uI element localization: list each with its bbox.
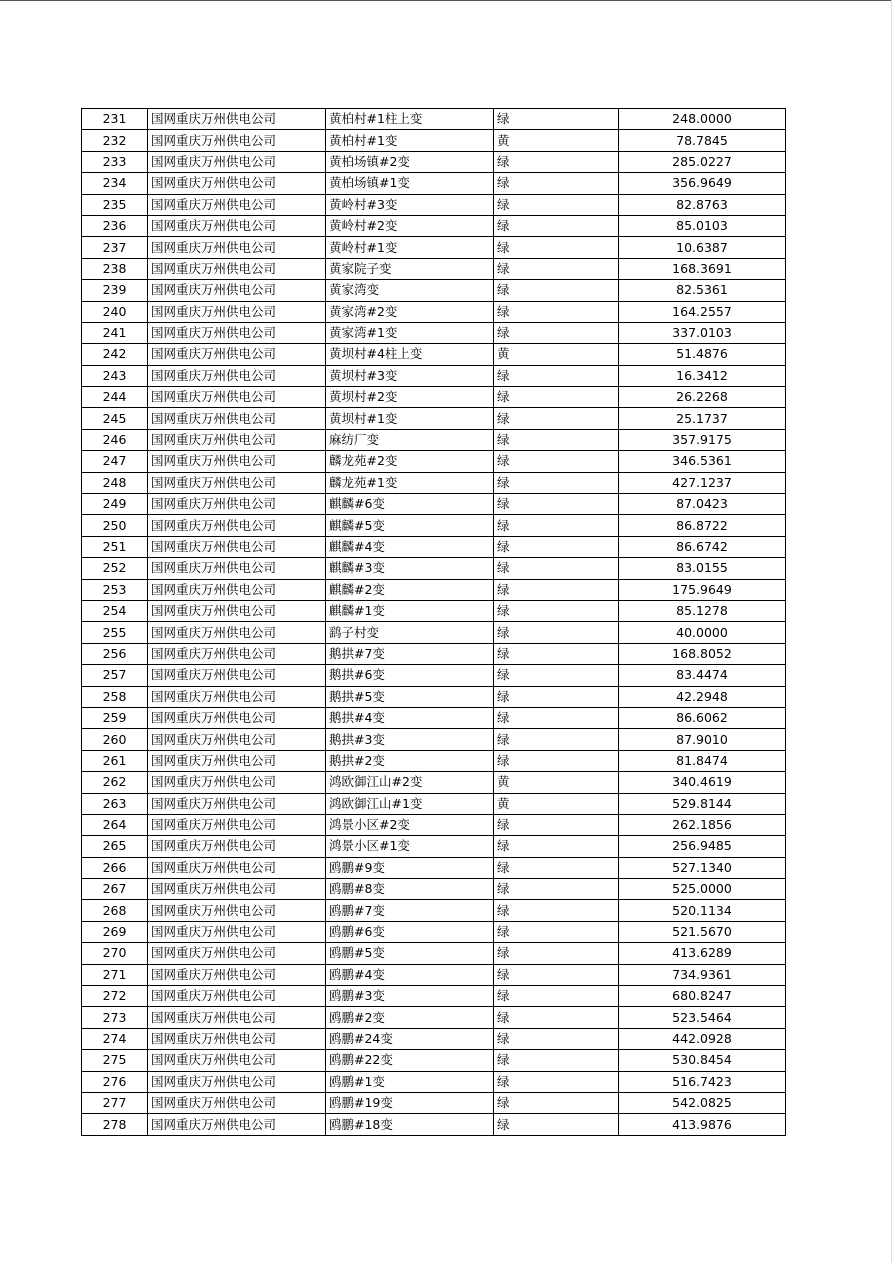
- company-name-cell: 国网重庆万州供电公司: [148, 600, 326, 621]
- transformer-name-cell: 黄柏场镇#1变: [326, 173, 494, 194]
- company-name-cell: 国网重庆万州供电公司: [148, 130, 326, 151]
- transformer-name-cell: 鸿景小区#1变: [326, 836, 494, 857]
- status-color-cell: 绿: [494, 857, 619, 878]
- load-value-cell: 520.1134: [619, 900, 786, 921]
- table-row: [82, 130, 786, 151]
- table-row: [82, 879, 786, 900]
- status-color-cell: 绿: [494, 194, 619, 215]
- table-row: [82, 237, 786, 258]
- load-value-cell: 82.8763: [619, 194, 786, 215]
- row-number-cell: 245: [82, 408, 148, 429]
- table-row: [82, 814, 786, 835]
- transformer-name-cell: 黄岭村#1变: [326, 237, 494, 258]
- company-name-cell: 国网重庆万州供电公司: [148, 900, 326, 921]
- company-name-cell: 国网重庆万州供电公司: [148, 1007, 326, 1028]
- status-color-cell: 绿: [494, 515, 619, 536]
- company-name-cell: 国网重庆万州供电公司: [148, 408, 326, 429]
- company-name-cell: 国网重庆万州供电公司: [148, 173, 326, 194]
- table-row: [82, 686, 786, 707]
- row-number-cell: 249: [82, 494, 148, 515]
- table-row: [82, 322, 786, 343]
- page-top-border: [0, 0, 892, 1]
- transformer-name-cell: 鹞子村变: [326, 622, 494, 643]
- row-number-cell: 274: [82, 1028, 148, 1049]
- row-number-cell: 251: [82, 536, 148, 557]
- status-color-cell: 绿: [494, 986, 619, 1007]
- row-number-cell: 258: [82, 686, 148, 707]
- table-row: [82, 387, 786, 408]
- load-value-cell: 442.0928: [619, 1028, 786, 1049]
- transformer-name-cell: 鸿欧御江山#2变: [326, 772, 494, 793]
- status-color-cell: 绿: [494, 558, 619, 579]
- transformer-status-table: [81, 108, 786, 1136]
- status-color-cell: 黄: [494, 772, 619, 793]
- company-name-cell: 国网重庆万州供电公司: [148, 772, 326, 793]
- status-color-cell: 绿: [494, 1050, 619, 1071]
- row-number-cell: 237: [82, 237, 148, 258]
- row-number-cell: 257: [82, 665, 148, 686]
- load-value-cell: 40.0000: [619, 622, 786, 643]
- transformer-name-cell: 鸥鹏#22变: [326, 1050, 494, 1071]
- load-value-cell: 83.0155: [619, 558, 786, 579]
- status-color-cell: 绿: [494, 921, 619, 942]
- table-row: [82, 857, 786, 878]
- table-row: [82, 729, 786, 750]
- load-value-cell: 346.5361: [619, 451, 786, 472]
- table-row: [82, 173, 786, 194]
- status-color-cell: 绿: [494, 943, 619, 964]
- company-name-cell: 国网重庆万州供电公司: [148, 707, 326, 728]
- table-row: [82, 643, 786, 664]
- transformer-name-cell: 麟龙苑#1变: [326, 472, 494, 493]
- company-name-cell: 国网重庆万州供电公司: [148, 1092, 326, 1113]
- load-value-cell: 51.4876: [619, 344, 786, 365]
- row-number-cell: 239: [82, 280, 148, 301]
- table-row: [82, 451, 786, 472]
- company-name-cell: 国网重庆万州供电公司: [148, 836, 326, 857]
- load-value-cell: 168.8052: [619, 643, 786, 664]
- table-row: [82, 921, 786, 942]
- status-color-cell: 绿: [494, 686, 619, 707]
- status-color-cell: 绿: [494, 836, 619, 857]
- transformer-name-cell: 鹅拱#4变: [326, 707, 494, 728]
- status-color-cell: 绿: [494, 1114, 619, 1135]
- status-color-cell: 绿: [494, 964, 619, 985]
- status-color-cell: 绿: [494, 280, 619, 301]
- table-row: [82, 600, 786, 621]
- status-color-cell: 黄: [494, 793, 619, 814]
- company-name-cell: 国网重庆万州供电公司: [148, 921, 326, 942]
- load-value-cell: 357.9175: [619, 429, 786, 450]
- table-row: [82, 494, 786, 515]
- load-value-cell: 527.1340: [619, 857, 786, 878]
- company-name-cell: 国网重庆万州供电公司: [148, 387, 326, 408]
- table-row: [82, 301, 786, 322]
- table-row: [82, 1092, 786, 1113]
- company-name-cell: 国网重庆万州供电公司: [148, 322, 326, 343]
- company-name-cell: 国网重庆万州供电公司: [148, 1071, 326, 1092]
- status-color-cell: 绿: [494, 1071, 619, 1092]
- load-value-cell: 10.6387: [619, 237, 786, 258]
- table-row: [82, 772, 786, 793]
- load-value-cell: 42.2948: [619, 686, 786, 707]
- transformer-name-cell: 黄坝村#1变: [326, 408, 494, 429]
- row-number-cell: 241: [82, 322, 148, 343]
- table-row: [82, 408, 786, 429]
- transformer-name-cell: 鸥鹏#6变: [326, 921, 494, 942]
- company-name-cell: 国网重庆万州供电公司: [148, 750, 326, 771]
- load-value-cell: 413.6289: [619, 943, 786, 964]
- status-color-cell: 绿: [494, 322, 619, 343]
- row-number-cell: 244: [82, 387, 148, 408]
- company-name-cell: 国网重庆万州供电公司: [148, 237, 326, 258]
- row-number-cell: 261: [82, 750, 148, 771]
- load-value-cell: 427.1237: [619, 472, 786, 493]
- company-name-cell: 国网重庆万州供电公司: [148, 964, 326, 985]
- transformer-name-cell: 鹅拱#3变: [326, 729, 494, 750]
- load-value-cell: 175.9649: [619, 579, 786, 600]
- table-row: [82, 344, 786, 365]
- status-color-cell: 绿: [494, 151, 619, 172]
- status-color-cell: 绿: [494, 301, 619, 322]
- company-name-cell: 国网重庆万州供电公司: [148, 258, 326, 279]
- transformer-name-cell: 鸥鹏#2变: [326, 1007, 494, 1028]
- status-color-cell: 绿: [494, 1007, 619, 1028]
- load-value-cell: 16.3412: [619, 365, 786, 386]
- row-number-cell: 259: [82, 707, 148, 728]
- row-number-cell: 231: [82, 109, 148, 130]
- company-name-cell: 国网重庆万州供电公司: [148, 494, 326, 515]
- table-row: [82, 215, 786, 236]
- transformer-name-cell: 麒麟#5变: [326, 515, 494, 536]
- company-name-cell: 国网重庆万州供电公司: [148, 1114, 326, 1135]
- table-row: [82, 258, 786, 279]
- transformer-name-cell: 鸿景小区#2变: [326, 814, 494, 835]
- row-number-cell: 265: [82, 836, 148, 857]
- status-color-cell: 绿: [494, 1092, 619, 1113]
- transformer-name-cell: 黄家湾#2变: [326, 301, 494, 322]
- company-name-cell: 国网重庆万州供电公司: [148, 472, 326, 493]
- transformer-name-cell: 鸥鹏#5变: [326, 943, 494, 964]
- row-number-cell: 254: [82, 600, 148, 621]
- row-number-cell: 255: [82, 622, 148, 643]
- transformer-name-cell: 黄坝村#4柱上变: [326, 344, 494, 365]
- status-color-cell: 绿: [494, 365, 619, 386]
- row-number-cell: 240: [82, 301, 148, 322]
- load-value-cell: 78.7845: [619, 130, 786, 151]
- status-color-cell: 绿: [494, 472, 619, 493]
- table-row: [82, 194, 786, 215]
- row-number-cell: 272: [82, 986, 148, 1007]
- load-value-cell: 525.0000: [619, 879, 786, 900]
- table-row: [82, 515, 786, 536]
- row-number-cell: 278: [82, 1114, 148, 1135]
- company-name-cell: 国网重庆万州供电公司: [148, 579, 326, 600]
- company-name-cell: 国网重庆万州供电公司: [148, 451, 326, 472]
- table-row: [82, 429, 786, 450]
- load-value-cell: 262.1856: [619, 814, 786, 835]
- company-name-cell: 国网重庆万州供电公司: [148, 986, 326, 1007]
- table-row: [82, 1050, 786, 1071]
- load-value-cell: 85.0103: [619, 215, 786, 236]
- load-value-cell: 81.8474: [619, 750, 786, 771]
- status-color-cell: 绿: [494, 536, 619, 557]
- company-name-cell: 国网重庆万州供电公司: [148, 857, 326, 878]
- load-value-cell: 86.6742: [619, 536, 786, 557]
- row-number-cell: 235: [82, 194, 148, 215]
- table-row: [82, 1114, 786, 1135]
- load-value-cell: 168.3691: [619, 258, 786, 279]
- table-row: [82, 986, 786, 1007]
- row-number-cell: 260: [82, 729, 148, 750]
- company-name-cell: 国网重庆万州供电公司: [148, 365, 326, 386]
- table-row: [82, 900, 786, 921]
- row-number-cell: 256: [82, 643, 148, 664]
- row-number-cell: 267: [82, 879, 148, 900]
- transformer-name-cell: 麒麟#2变: [326, 579, 494, 600]
- status-color-cell: 绿: [494, 707, 619, 728]
- company-name-cell: 国网重庆万州供电公司: [148, 536, 326, 557]
- status-color-cell: 绿: [494, 173, 619, 194]
- table-row: [82, 707, 786, 728]
- status-color-cell: 绿: [494, 451, 619, 472]
- table-row: [82, 665, 786, 686]
- transformer-name-cell: 鸥鹏#24变: [326, 1028, 494, 1049]
- company-name-cell: 国网重庆万州供电公司: [148, 344, 326, 365]
- row-number-cell: 263: [82, 793, 148, 814]
- company-name-cell: 国网重庆万州供电公司: [148, 215, 326, 236]
- company-name-cell: 国网重庆万州供电公司: [148, 194, 326, 215]
- transformer-name-cell: 黄岭村#2变: [326, 215, 494, 236]
- transformer-name-cell: 鸥鹏#3变: [326, 986, 494, 1007]
- table-row: [82, 579, 786, 600]
- table-row: [82, 109, 786, 130]
- transformer-name-cell: 鸥鹏#8变: [326, 879, 494, 900]
- row-number-cell: 236: [82, 215, 148, 236]
- company-name-cell: 国网重庆万州供电公司: [148, 729, 326, 750]
- status-color-cell: 绿: [494, 387, 619, 408]
- load-value-cell: 285.0227: [619, 151, 786, 172]
- transformer-name-cell: 黄柏村#1变: [326, 130, 494, 151]
- row-number-cell: 264: [82, 814, 148, 835]
- table-row: [82, 558, 786, 579]
- table-row: [82, 943, 786, 964]
- transformer-name-cell: 麒麟#6变: [326, 494, 494, 515]
- load-value-cell: 83.4474: [619, 665, 786, 686]
- load-value-cell: 542.0825: [619, 1092, 786, 1113]
- company-name-cell: 国网重庆万州供电公司: [148, 558, 326, 579]
- transformer-name-cell: 黄坝村#3变: [326, 365, 494, 386]
- row-number-cell: 250: [82, 515, 148, 536]
- transformer-name-cell: 麒麟#3变: [326, 558, 494, 579]
- load-value-cell: 164.2557: [619, 301, 786, 322]
- table-row: [82, 836, 786, 857]
- load-value-cell: 87.0423: [619, 494, 786, 515]
- load-value-cell: 521.5670: [619, 921, 786, 942]
- transformer-name-cell: 鹅拱#2变: [326, 750, 494, 771]
- row-number-cell: 234: [82, 173, 148, 194]
- row-number-cell: 266: [82, 857, 148, 878]
- status-color-cell: 绿: [494, 237, 619, 258]
- table-row: [82, 280, 786, 301]
- row-number-cell: 268: [82, 900, 148, 921]
- status-color-cell: 绿: [494, 814, 619, 835]
- row-number-cell: 243: [82, 365, 148, 386]
- transformer-name-cell: 鸥鹏#7变: [326, 900, 494, 921]
- row-number-cell: 248: [82, 472, 148, 493]
- load-value-cell: 523.5464: [619, 1007, 786, 1028]
- transformer-name-cell: 黄柏场镇#2变: [326, 151, 494, 172]
- row-number-cell: 269: [82, 921, 148, 942]
- row-number-cell: 271: [82, 964, 148, 985]
- company-name-cell: 国网重庆万州供电公司: [148, 879, 326, 900]
- load-value-cell: 413.9876: [619, 1114, 786, 1135]
- company-name-cell: 国网重庆万州供电公司: [148, 109, 326, 130]
- row-number-cell: 276: [82, 1071, 148, 1092]
- transformer-name-cell: 麻纺厂变: [326, 429, 494, 450]
- company-name-cell: 国网重庆万州供电公司: [148, 301, 326, 322]
- company-name-cell: 国网重庆万州供电公司: [148, 151, 326, 172]
- status-color-cell: 绿: [494, 109, 619, 130]
- row-number-cell: 252: [82, 558, 148, 579]
- status-color-cell: 绿: [494, 494, 619, 515]
- table-row: [82, 536, 786, 557]
- table-row: [82, 472, 786, 493]
- company-name-cell: 国网重庆万州供电公司: [148, 643, 326, 664]
- status-color-cell: 绿: [494, 729, 619, 750]
- transformer-name-cell: 鹅拱#5变: [326, 686, 494, 707]
- transformer-name-cell: 鸿欧御江山#1变: [326, 793, 494, 814]
- transformer-name-cell: 麟龙苑#2变: [326, 451, 494, 472]
- transformer-name-cell: 鸥鹏#9变: [326, 857, 494, 878]
- transformer-name-cell: 黄坝村#2变: [326, 387, 494, 408]
- row-number-cell: 247: [82, 451, 148, 472]
- row-number-cell: 270: [82, 943, 148, 964]
- status-color-cell: 绿: [494, 665, 619, 686]
- transformer-name-cell: 鸥鹏#18变: [326, 1114, 494, 1135]
- load-value-cell: 256.9485: [619, 836, 786, 857]
- transformer-name-cell: 鸥鹏#19变: [326, 1092, 494, 1113]
- company-name-cell: 国网重庆万州供电公司: [148, 686, 326, 707]
- transformer-name-cell: 麒麟#1变: [326, 600, 494, 621]
- load-value-cell: 356.9649: [619, 173, 786, 194]
- row-number-cell: 275: [82, 1050, 148, 1071]
- company-name-cell: 国网重庆万州供电公司: [148, 280, 326, 301]
- load-value-cell: 82.5361: [619, 280, 786, 301]
- table-row: [82, 1071, 786, 1092]
- row-number-cell: 273: [82, 1007, 148, 1028]
- load-value-cell: 530.8454: [619, 1050, 786, 1071]
- table-row: [82, 793, 786, 814]
- status-color-cell: 绿: [494, 900, 619, 921]
- status-color-cell: 绿: [494, 258, 619, 279]
- company-name-cell: 国网重庆万州供电公司: [148, 1050, 326, 1071]
- company-name-cell: 国网重庆万州供电公司: [148, 515, 326, 536]
- transformer-name-cell: 黄家院子变: [326, 258, 494, 279]
- row-number-cell: 277: [82, 1092, 148, 1113]
- load-value-cell: 26.2268: [619, 387, 786, 408]
- load-value-cell: 734.9361: [619, 964, 786, 985]
- company-name-cell: 国网重庆万州供电公司: [148, 943, 326, 964]
- transformer-name-cell: 鹅拱#7变: [326, 643, 494, 664]
- transformer-name-cell: 鸥鹏#1变: [326, 1071, 494, 1092]
- status-color-cell: 绿: [494, 643, 619, 664]
- status-color-cell: 绿: [494, 429, 619, 450]
- status-color-cell: 绿: [494, 215, 619, 236]
- transformer-name-cell: 黄家湾#1变: [326, 322, 494, 343]
- transformer-name-cell: 黄柏村#1柱上变: [326, 109, 494, 130]
- transformer-name-cell: 麒麟#4变: [326, 536, 494, 557]
- load-value-cell: 85.1278: [619, 600, 786, 621]
- status-color-cell: 绿: [494, 600, 619, 621]
- status-color-cell: 绿: [494, 1028, 619, 1049]
- load-value-cell: 340.4619: [619, 772, 786, 793]
- status-color-cell: 黄: [494, 344, 619, 365]
- load-value-cell: 248.0000: [619, 109, 786, 130]
- row-number-cell: 253: [82, 579, 148, 600]
- company-name-cell: 国网重庆万州供电公司: [148, 622, 326, 643]
- status-color-cell: 绿: [494, 879, 619, 900]
- load-value-cell: 680.8247: [619, 986, 786, 1007]
- load-value-cell: 529.8144: [619, 793, 786, 814]
- company-name-cell: 国网重庆万州供电公司: [148, 814, 326, 835]
- table-row: [82, 151, 786, 172]
- row-number-cell: 246: [82, 429, 148, 450]
- company-name-cell: 国网重庆万州供电公司: [148, 793, 326, 814]
- transformer-name-cell: 鹅拱#6变: [326, 665, 494, 686]
- row-number-cell: 232: [82, 130, 148, 151]
- load-value-cell: 87.9010: [619, 729, 786, 750]
- table-row: [82, 365, 786, 386]
- transformer-name-cell: 黄家湾变: [326, 280, 494, 301]
- row-number-cell: 242: [82, 344, 148, 365]
- status-color-cell: 绿: [494, 579, 619, 600]
- status-color-cell: 绿: [494, 750, 619, 771]
- table-row: [82, 750, 786, 771]
- status-color-cell: 黄: [494, 130, 619, 151]
- table-row: [82, 964, 786, 985]
- row-number-cell: 262: [82, 772, 148, 793]
- load-value-cell: 86.8722: [619, 515, 786, 536]
- table-body: [82, 109, 786, 1136]
- row-number-cell: 238: [82, 258, 148, 279]
- company-name-cell: 国网重庆万州供电公司: [148, 429, 326, 450]
- load-value-cell: 86.6062: [619, 707, 786, 728]
- status-color-cell: 绿: [494, 408, 619, 429]
- row-number-cell: 233: [82, 151, 148, 172]
- table-row: [82, 622, 786, 643]
- company-name-cell: 国网重庆万州供电公司: [148, 1028, 326, 1049]
- load-value-cell: 337.0103: [619, 322, 786, 343]
- transformer-name-cell: 鸥鹏#4变: [326, 964, 494, 985]
- company-name-cell: 国网重庆万州供电公司: [148, 665, 326, 686]
- status-color-cell: 绿: [494, 622, 619, 643]
- load-value-cell: 25.1737: [619, 408, 786, 429]
- load-value-cell: 516.7423: [619, 1071, 786, 1092]
- table-row: [82, 1028, 786, 1049]
- table-row: [82, 1007, 786, 1028]
- transformer-name-cell: 黄岭村#3变: [326, 194, 494, 215]
